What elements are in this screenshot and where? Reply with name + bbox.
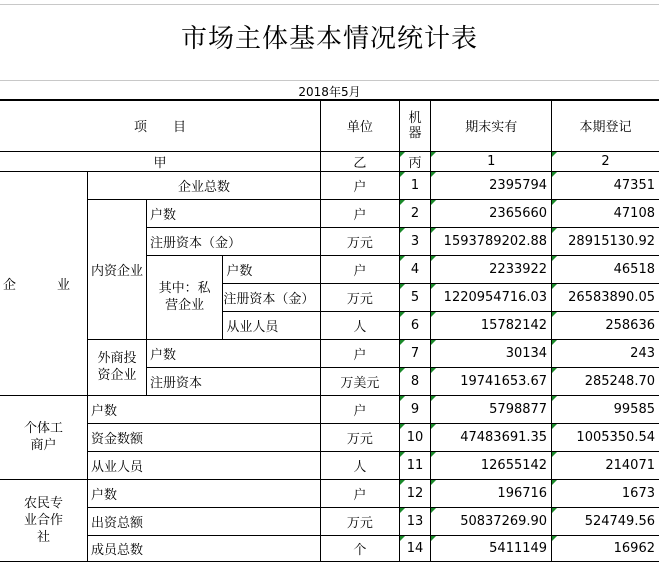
row-unit: 个 <box>321 535 400 561</box>
row-registered: 28915130.92 <box>552 227 659 255</box>
row-unit: 万元 <box>321 423 400 451</box>
row-registered: 46518 <box>552 255 659 283</box>
row-label: 企业总数 <box>88 171 321 199</box>
row-code: 4 <box>399 255 431 283</box>
row-registered: 524749.56 <box>552 507 659 535</box>
table-row <box>0 199 659 227</box>
row-label: 户数 <box>88 395 321 423</box>
row-code: 3 <box>399 227 431 255</box>
code-e: 2 <box>552 151 659 171</box>
code-a: 甲 <box>0 151 321 171</box>
row-ending: 50837269.90 <box>431 507 552 535</box>
row-unit: 户 <box>321 479 400 507</box>
row-ending: 1220954716.03 <box>431 283 552 311</box>
row-code: 11 <box>399 451 431 479</box>
grid-line <box>0 80 659 81</box>
row-unit: 人 <box>321 451 400 479</box>
row-unit: 户 <box>321 199 400 227</box>
row-registered: 1673 <box>552 479 659 507</box>
code-d: 1 <box>431 151 552 171</box>
row-code: 8 <box>399 367 431 395</box>
statistics-table <box>0 99 659 562</box>
row-unit: 户 <box>321 339 400 367</box>
group-private: 其中：私营企业 <box>147 255 223 339</box>
row-code: 10 <box>399 423 431 451</box>
table-row <box>0 395 659 423</box>
row-unit: 户 <box>321 171 400 199</box>
row-unit: 户 <box>321 255 400 283</box>
row-unit: 人 <box>321 311 400 339</box>
page-title: 市场主体基本情况统计表 <box>180 24 478 54</box>
row-label: 注册资本 <box>147 367 321 395</box>
group-domestic: 内资企业 <box>88 199 147 339</box>
row-label: 户数 <box>88 479 321 507</box>
table-row <box>0 339 659 367</box>
row-ending: 5798877 <box>431 395 552 423</box>
row-label: 从业人员 <box>88 451 321 479</box>
row-code: 1 <box>399 171 431 199</box>
row-registered: 47351 <box>552 171 659 199</box>
row-ending: 15782142 <box>431 311 552 339</box>
row-ending: 2395794 <box>431 171 552 199</box>
group-foreign: 外商投资企业 <box>88 339 147 395</box>
row-registered: 16962 <box>552 535 659 561</box>
table-row <box>0 507 659 535</box>
header-unit: 单位 <box>321 100 400 151</box>
header-item: 项 目 <box>0 100 321 151</box>
row-ending: 1593789202.88 <box>431 227 552 255</box>
row-code: 14 <box>399 535 431 561</box>
row-unit: 万美元 <box>321 367 400 395</box>
table-row <box>0 451 659 479</box>
row-label: 户数 <box>223 255 321 283</box>
row-code: 9 <box>399 395 431 423</box>
row-unit: 万元 <box>321 283 400 311</box>
row-registered: 258636 <box>552 311 659 339</box>
row-code: 12 <box>399 479 431 507</box>
row-ending: 30134 <box>431 339 552 367</box>
row-label: 从业人员 <box>223 311 321 339</box>
row-registered: 47108 <box>552 199 659 227</box>
row-registered: 99585 <box>552 395 659 423</box>
row-code: 13 <box>399 507 431 535</box>
code-c: 丙 <box>399 151 431 171</box>
code-row <box>0 151 659 171</box>
row-registered: 243 <box>552 339 659 367</box>
code-b: 乙 <box>321 151 400 171</box>
header-ending: 期末实有 <box>431 100 552 151</box>
row-registered: 1005350.54 <box>552 423 659 451</box>
row-ending: 12655142 <box>431 451 552 479</box>
group-coop: 农民专业合作社 <box>0 479 88 561</box>
row-label: 出资总额 <box>88 507 321 535</box>
row-unit: 万元 <box>321 227 400 255</box>
row-unit: 户 <box>321 395 400 423</box>
row-ending: 2233922 <box>431 255 552 283</box>
row-code: 5 <box>399 283 431 311</box>
row-registered: 214071 <box>552 451 659 479</box>
header-code: 机器 <box>399 100 431 151</box>
row-label: 注册资本（金） <box>147 227 321 255</box>
table-row <box>0 479 659 507</box>
row-registered: 26583890.05 <box>552 283 659 311</box>
row-ending: 19741653.67 <box>431 367 552 395</box>
row-label: 资金数额 <box>88 423 321 451</box>
row-ending: 2365660 <box>431 199 552 227</box>
grid-line <box>0 4 659 5</box>
row-ending: 196716 <box>431 479 552 507</box>
row-code: 7 <box>399 339 431 367</box>
report-period: 2018年5月 <box>298 85 361 99</box>
row-code: 2 <box>399 199 431 227</box>
table-row <box>0 535 659 561</box>
table-row <box>0 423 659 451</box>
row-code: 6 <box>399 311 431 339</box>
group-individual: 个体工商户 <box>0 395 88 479</box>
row-label: 户数 <box>147 339 321 367</box>
row-label: 户数 <box>147 199 321 227</box>
table-row <box>0 171 659 199</box>
row-label: 注册资本（金） <box>223 283 321 311</box>
row-ending: 47483691.35 <box>431 423 552 451</box>
row-label: 成员总数 <box>88 535 321 561</box>
group-enterprise: 企 业 <box>0 171 88 395</box>
row-unit: 万元 <box>321 507 400 535</box>
header-row <box>0 100 659 151</box>
row-registered: 285248.70 <box>552 367 659 395</box>
row-ending: 5411149 <box>431 535 552 561</box>
header-registered: 本期登记 <box>552 100 659 151</box>
